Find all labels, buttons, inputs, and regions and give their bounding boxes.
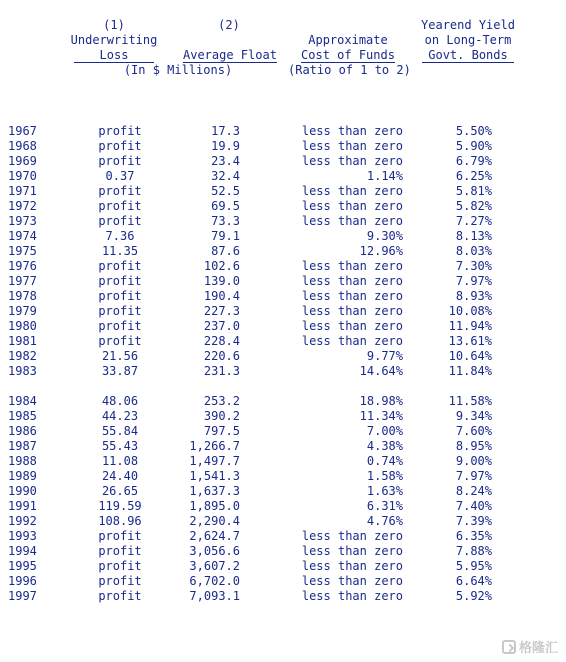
header-col3-line1: Approximate xyxy=(308,33,388,47)
bond-yield-cell: 7.39% xyxy=(455,514,492,528)
bond-yield-cell: 10.64% xyxy=(448,349,492,363)
cost-of-funds-cell: less than zero xyxy=(301,334,403,348)
underwriting-loss-cell: profit xyxy=(98,139,142,153)
underwriting-loss-cell: 21.56 xyxy=(101,349,139,363)
year-cell: 1991 xyxy=(8,499,37,513)
year-cell: 1967 xyxy=(8,124,37,138)
bond-yield-cell: 5.95% xyxy=(455,559,492,573)
table-row xyxy=(0,469,566,484)
header-col4 xyxy=(418,18,518,63)
header-col2-number: (2) xyxy=(218,18,240,32)
cost-of-funds-cell: less than zero xyxy=(301,559,403,573)
cost-of-funds-cell: 7.00% xyxy=(366,424,403,438)
year-cell: 1975 xyxy=(8,244,37,258)
cost-of-funds-cell: 4.38% xyxy=(366,439,403,453)
bond-yield-cell: 5.90% xyxy=(455,139,492,153)
year-cell: 1969 xyxy=(8,154,37,168)
year-cell: 1981 xyxy=(8,334,37,348)
average-float-cell: 73.3 xyxy=(211,214,240,228)
table-row xyxy=(0,484,566,499)
cost-of-funds-cell: 6.31% xyxy=(366,499,403,513)
bond-yield-cell: 5.81% xyxy=(455,184,492,198)
table-row xyxy=(0,169,566,184)
cost-of-funds-cell: less than zero xyxy=(301,214,403,228)
year-cell: 1985 xyxy=(8,409,37,423)
underwriting-loss-cell: 11.35 xyxy=(101,244,139,258)
average-float-cell: 2,624.7 xyxy=(189,529,240,543)
bond-yield-cell: 8.13% xyxy=(455,229,492,243)
bond-yield-cell: 6.35% xyxy=(455,529,492,543)
header-col3-line3: (Ratio of 1 to 2) xyxy=(288,63,411,77)
table-row xyxy=(0,304,566,319)
cost-of-funds-cell: less than zero xyxy=(301,304,403,318)
cost-of-funds-cell: 14.64% xyxy=(359,364,403,378)
cost-of-funds-cell: less than zero xyxy=(301,589,403,603)
header-col1-line1: Underwriting xyxy=(70,33,158,47)
table-row xyxy=(0,439,566,454)
bond-yield-cell: 7.88% xyxy=(455,544,492,558)
bond-yield-cell: 11.84% xyxy=(448,364,492,378)
average-float-cell: 19.9 xyxy=(211,139,240,153)
table-row xyxy=(0,574,566,589)
bond-yield-cell: 7.27% xyxy=(455,214,492,228)
average-float-cell: 69.5 xyxy=(211,199,240,213)
cost-of-funds-cell: less than zero xyxy=(301,319,403,333)
bond-yield-cell: 7.60% xyxy=(455,424,492,438)
underwriting-loss-cell: profit xyxy=(98,124,142,138)
table-row xyxy=(0,199,566,214)
year-cell: 1983 xyxy=(8,364,37,378)
table-row xyxy=(0,499,566,514)
table-row xyxy=(0,559,566,574)
year-cell: 1990 xyxy=(8,484,37,498)
underwriting-loss-cell: 24.40 xyxy=(101,469,139,483)
underwriting-loss-cell: 48.06 xyxy=(101,394,139,408)
average-float-cell: 228.4 xyxy=(203,334,240,348)
underwriting-loss-cell: profit xyxy=(98,304,142,318)
cost-of-funds-cell: less than zero xyxy=(301,184,403,198)
cost-of-funds-cell: 9.30% xyxy=(366,229,403,243)
bond-yield-cell: 11.58% xyxy=(448,394,492,408)
bond-yield-cell: 6.79% xyxy=(455,154,492,168)
cost-of-funds-cell: 1.14% xyxy=(366,169,403,183)
table-row xyxy=(0,409,566,424)
cost-of-funds-cell: less than zero xyxy=(301,139,403,153)
underwriting-loss-cell: profit xyxy=(98,214,142,228)
underwriting-loss-cell: 0.37 xyxy=(105,169,135,183)
underwriting-loss-cell: profit xyxy=(98,289,142,303)
average-float-cell: 87.6 xyxy=(211,244,240,258)
average-float-cell: 227.3 xyxy=(203,304,240,318)
bond-yield-cell: 5.50% xyxy=(455,124,492,138)
header-col4-line3: Govt. Bonds xyxy=(422,48,513,63)
year-cell: 1980 xyxy=(8,319,37,333)
underwriting-loss-cell: profit xyxy=(98,184,142,198)
underwriting-loss-cell: profit xyxy=(98,334,142,348)
year-cell: 1989 xyxy=(8,469,37,483)
header-col4-line1: Yearend Yield xyxy=(421,18,515,32)
cost-of-funds-cell: less than zero xyxy=(301,544,403,558)
bond-yield-cell: 8.03% xyxy=(455,244,492,258)
average-float-cell: 79.1 xyxy=(211,229,240,243)
year-cell: 1995 xyxy=(8,559,37,573)
table-row xyxy=(0,229,566,244)
underwriting-loss-cell: 55.84 xyxy=(101,424,139,438)
bond-yield-cell: 5.92% xyxy=(455,589,492,603)
cost-of-funds-cell: less than zero xyxy=(301,289,403,303)
cost-of-funds-cell: 12.96% xyxy=(359,244,403,258)
average-float-cell: 52.5 xyxy=(211,184,240,198)
table-row xyxy=(0,244,566,259)
average-float-cell: 102.6 xyxy=(203,259,240,273)
table-row xyxy=(0,544,566,559)
average-float-cell: 253.2 xyxy=(203,394,240,408)
average-float-cell: 32.4 xyxy=(211,169,240,183)
cost-of-funds-cell: less than zero xyxy=(301,274,403,288)
year-cell: 1972 xyxy=(8,199,37,213)
average-float-cell: 190.4 xyxy=(203,289,240,303)
average-float-cell: 1,497.7 xyxy=(189,454,240,468)
table-row xyxy=(0,259,566,274)
underwriting-loss-cell: 44.23 xyxy=(101,409,139,423)
table-row xyxy=(0,589,566,604)
table-row xyxy=(0,514,566,529)
average-float-cell: 23.4 xyxy=(211,154,240,168)
average-float-cell: 231.3 xyxy=(203,364,240,378)
underwriting-loss-cell: 26.65 xyxy=(101,484,139,498)
bond-yield-cell: 7.97% xyxy=(455,274,492,288)
table-row xyxy=(0,424,566,439)
table-row xyxy=(0,364,566,379)
table-row xyxy=(0,124,566,139)
year-cell: 1974 xyxy=(8,229,37,243)
cost-of-funds-cell: less than zero xyxy=(301,124,403,138)
cost-of-funds-cell: 4.76% xyxy=(366,514,403,528)
header-col1 xyxy=(64,18,164,63)
bond-yield-cell: 5.82% xyxy=(455,199,492,213)
bond-yield-cell: 9.34% xyxy=(455,409,492,423)
underwriting-loss-cell: profit xyxy=(98,529,142,543)
cost-of-funds-cell: less than zero xyxy=(301,199,403,213)
underwriting-loss-cell: profit xyxy=(98,274,142,288)
table-row xyxy=(0,334,566,349)
cost-of-funds-cell: 1.63% xyxy=(366,484,403,498)
underwriting-loss-cell: profit xyxy=(98,544,142,558)
year-cell: 1987 xyxy=(8,439,37,453)
cost-of-funds-cell: 18.98% xyxy=(359,394,403,408)
watermark-text: 格隆汇 xyxy=(518,641,558,656)
bond-yield-cell: 10.08% xyxy=(448,304,492,318)
year-cell: 1996 xyxy=(8,574,37,588)
header-col1-number: (1) xyxy=(103,18,125,32)
underwriting-loss-cell: 7.36 xyxy=(105,229,135,243)
watermark xyxy=(502,637,558,656)
year-cell: 1992 xyxy=(8,514,37,528)
year-cell: 1982 xyxy=(8,349,37,363)
average-float-cell: 3,607.2 xyxy=(189,559,240,573)
header-col3-line2: Cost of Funds xyxy=(301,48,395,62)
header-col1-line2: Loss xyxy=(74,48,155,63)
year-cell: 1993 xyxy=(8,529,37,543)
year-cell: 1997 xyxy=(8,589,37,603)
underwriting-loss-cell: 11.08 xyxy=(101,454,139,468)
year-cell: 1986 xyxy=(8,424,37,438)
bond-yield-cell: 6.64% xyxy=(455,574,492,588)
year-cell: 1979 xyxy=(8,304,37,318)
bond-yield-cell: 9.00% xyxy=(455,454,492,468)
underwriting-loss-cell: profit xyxy=(98,589,142,603)
year-cell: 1968 xyxy=(8,139,37,153)
average-float-cell: 7,093.1 xyxy=(189,589,240,603)
year-cell: 1971 xyxy=(8,184,37,198)
table-row xyxy=(0,154,566,169)
underwriting-loss-cell: profit xyxy=(98,574,142,588)
bond-yield-cell: 8.95% xyxy=(455,439,492,453)
cost-of-funds-cell: 11.34% xyxy=(359,409,403,423)
cost-of-funds-cell: 9.77% xyxy=(366,349,403,363)
average-float-cell: 1,895.0 xyxy=(189,499,240,513)
table-row xyxy=(0,184,566,199)
cost-of-funds-cell: less than zero xyxy=(301,259,403,273)
year-cell: 1973 xyxy=(8,214,37,228)
cost-of-funds-cell: 0.74% xyxy=(366,454,403,468)
average-float-cell: 220.6 xyxy=(203,349,240,363)
average-float-cell: 1,266.7 xyxy=(189,439,240,453)
bond-yield-cell: 11.94% xyxy=(448,319,492,333)
table-row xyxy=(0,349,566,364)
table-row xyxy=(0,394,566,409)
year-cell: 1994 xyxy=(8,544,37,558)
average-float-cell: 1,541.3 xyxy=(189,469,240,483)
average-float-cell: 6,702.0 xyxy=(189,574,240,588)
underwriting-loss-cell: profit xyxy=(98,199,142,213)
header-units: (In $ Millions) xyxy=(123,63,233,77)
bond-yield-cell: 7.30% xyxy=(455,259,492,273)
underwriting-loss-cell: profit xyxy=(98,259,142,273)
underwriting-loss-cell: 119.59 xyxy=(98,499,142,513)
bond-yield-cell: 7.40% xyxy=(455,499,492,513)
header-col2 xyxy=(183,18,275,63)
year-cell: 1970 xyxy=(8,169,37,183)
table-row xyxy=(0,274,566,289)
underwriting-loss-cell: 33.87 xyxy=(101,364,139,378)
average-float-cell: 3,056.6 xyxy=(189,544,240,558)
table-row xyxy=(0,139,566,154)
table-row xyxy=(0,319,566,334)
average-float-cell: 2,290.4 xyxy=(189,514,240,528)
bond-yield-cell: 6.25% xyxy=(455,169,492,183)
bond-yield-cell: 8.93% xyxy=(455,289,492,303)
average-float-cell: 17.3 xyxy=(211,124,240,138)
cost-of-funds-cell: less than zero xyxy=(301,574,403,588)
average-float-cell: 237.0 xyxy=(203,319,240,333)
year-cell: 1976 xyxy=(8,259,37,273)
average-float-cell: 797.5 xyxy=(203,424,240,438)
gelonghui-logo-icon xyxy=(502,640,516,654)
cost-of-funds-cell: 1.58% xyxy=(366,469,403,483)
underwriting-loss-cell: profit xyxy=(98,559,142,573)
header-col2-line1: Average Float xyxy=(183,48,277,62)
average-float-cell: 1,637.3 xyxy=(189,484,240,498)
cost-of-funds-cell: less than zero xyxy=(301,154,403,168)
cost-of-funds-cell: less than zero xyxy=(301,529,403,543)
table-row xyxy=(0,529,566,544)
header-col3 xyxy=(288,33,411,78)
average-float-cell: 139.0 xyxy=(203,274,240,288)
average-float-cell: 390.2 xyxy=(203,409,240,423)
table-row xyxy=(0,454,566,469)
underwriting-loss-cell: 55.43 xyxy=(101,439,139,453)
underwriting-loss-cell: profit xyxy=(98,319,142,333)
table-row xyxy=(0,289,566,304)
underwriting-loss-cell: 108.96 xyxy=(98,514,142,528)
table-row xyxy=(0,214,566,229)
year-cell: 1977 xyxy=(8,274,37,288)
header-col4-line2: on Long-Term xyxy=(424,33,512,47)
bond-yield-cell: 7.97% xyxy=(455,469,492,483)
underwriting-loss-cell: profit xyxy=(98,154,142,168)
bond-yield-cell: 8.24% xyxy=(455,484,492,498)
year-cell: 1978 xyxy=(8,289,37,303)
year-cell: 1984 xyxy=(8,394,37,408)
year-cell: 1988 xyxy=(8,454,37,468)
bond-yield-cell: 13.61% xyxy=(448,334,492,348)
